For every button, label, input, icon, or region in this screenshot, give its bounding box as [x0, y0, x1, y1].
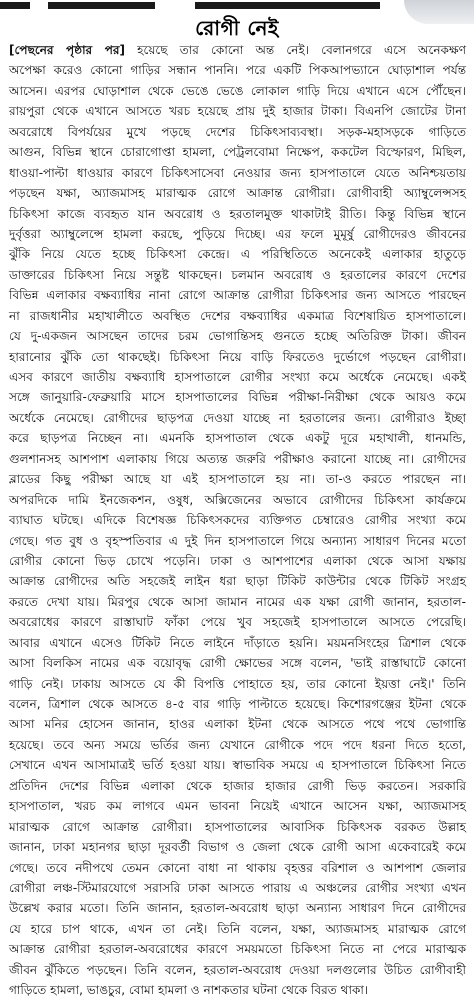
article-line: ব্লাডের কিছু পরীক্ষা আছে যা এই হাসপাতালে হয় না। তা-ও করতে পারছেন না। — [9, 472, 466, 487]
article-line: [পেছনের পৃষ্ঠার পর] হয়েছে তার কোনো অন্ত নেই। বেলানগরে এসে অনেকক্ষণ — [9, 43, 466, 57]
article-line: রোগীরা লঞ্চ-স্টিমারযোগে সরাসরি ঢাকা আসতে পারায় এ অঞ্চলের রোগীর সংখ্যা এখন — [9, 880, 466, 895]
article-line: অবরোধের কারণে রাস্তাঘাট ফাঁকা পেয়ে খুব সহজেই হাসপাতালে আসতে পেরেছি। — [9, 615, 466, 630]
article-line: গাড়িতে হামলা, ভাঙচুর, বোমা হামলা ও নাশকতার ঘটনা থেকে বিরত থাকা। — [9, 983, 369, 998]
article-line: হয়েছে। তবে অন্য সময়ে ভর্তির জন্য যেখানে রোগীকে পদে পদে ধরনা দিতে হতো, — [9, 737, 466, 752]
article-body — [9, 40, 467, 998]
article-line: অপরদিকে দামি ইনজেকশন, ওষুধ, অক্সিজেনের অভাবে রোগীদের চিকিৎসা কার্যক্রমে — [9, 492, 466, 507]
article-line: চিকিৎসা কাজে ব্যবহৃত যান অবরোধ ও হরতালমুক্ত থাকাটাই রীতি। কিন্তু বিভিন্ন স্থানে — [9, 206, 466, 221]
article-line: দুর্বৃত্তরা অ্যাম্বুলেন্সে হামলা করছে, পুড়িয়ে দিচ্ছে। এর ফলে মুমূর্ষু রোগীদেরও জীবনের — [9, 226, 466, 241]
article-line: রোগীর কোনো ভিড় চোখে পড়েনি। ঢাকা ও আশপাশের এলাকা থেকে আসা যক্ষায় — [9, 553, 466, 568]
article-line: হাসপাতাল, খরচ কম লাগবে এমন ভাবনা নিয়েই এখানে আসেন যক্ষা, অ্যাজমাসহ — [9, 799, 466, 814]
article-line: গাড়ি নেই। ঢাকায় আসতে যে কী বিপত্তি পোহাতে হয়, তার কোনো ইয়ত্তা নেই।' তিনি — [9, 676, 466, 691]
article-line: প্রতিদিন দেশের বিভিন্ন এলাকা থেকে হাজার হাজার রোগী ভিড় করতেন। সরকারি — [9, 778, 466, 793]
article-line: আসা মনির হোসেন জানান, হাওর এলাকা ইটনা থেকে আসতে পথে পথে ভোগান্তি — [9, 717, 466, 732]
article-line: বিভিন্ন এলাকার বক্ষব্যাধির নানা রোগে আক্রান্ত রোগীরা চিকিৎসার জন্য আসতে পারছেন — [9, 288, 466, 303]
article-line: ধাওয়া-পাল্টা ধাওয়ার কারণে চিকিৎসাসেবা নেওয়ার জন্য হাসপাতালে যেতে অনিশ্চয়তায় — [9, 165, 466, 180]
article-line: এসব কারণে জাতীয় বক্ষব্যাধি হাসপাতালে রোগীর সংখ্যা কমে অর্ধেকে নেমেছে। একই — [9, 370, 466, 384]
article-line: গেছে। গত বুধ ও বৃহস্পতিবার এ দুই দিন হাসপাতালে গিয়ে অন্যান্য সাধারণ দিনের মতো — [9, 533, 466, 548]
article-line: ব্যাঘাত ঘটছে। এদিকে বিশেষজ্ঞ চিকিৎসকদের ব্যক্তিগত চেম্বারেও রোগীর সংখ্যা কমে — [9, 513, 466, 528]
article-line: আসেন। এরপর ঘোড়াশাল থেকে ভেঙে ভেঙে লোকাল গাড়ি দিয়ে এখানে এসে পৌঁছেন। — [9, 83, 466, 98]
article-line: গেছে। তবে নদীপথে তেমন কোনো বাধা না থাকায় বৃহত্তর বরিশাল ও আশপাশ জেলার — [9, 860, 466, 875]
headline: রোগী নেই — [195, 16, 279, 40]
article-line: বলেন, ত্রিশাল থেকে আসতে ৪-৫ বার গাড়ি পাল্টাতে হয়েছে। কিশোরগঞ্জের ইটনা থেকে — [9, 697, 466, 711]
article-line: আসা বিলকিস নামের এক বয়োবৃদ্ধ রোগী ক্ষোভের সঙ্গে বলেন, 'ভাই রাস্তাঘাটে কোনো — [9, 656, 466, 671]
jump-label: [পেছনের পৃষ্ঠার পর] — [9, 43, 126, 57]
article-line: সঙ্গে জানুয়ারি-ফেব্রুয়ারি মাসে হাসপাতালের বিভিন্ন পরীক্ষা-নিরীক্ষা থেকে আয়ও কমে — [9, 390, 466, 405]
article-line: গুলশানসহ আশপাশ এলাকায় গিয়ে অত্যন্ত জরুরি পরীক্ষাও করানো যাচ্ছে না। রোগীদের — [9, 451, 466, 466]
article-line: আগুন, বিভিন্ন স্থানে চোরাগোপ্তা হামলা, পেট্রলবোমা নিক্ষেপ, ককটেল বিস্ফোরণ, মিছিল, — [9, 145, 466, 160]
article-line: উল্লেখ করার মতো। তিনি জানান, হরতাল-অবরোধ ছাড়া অন্যান্য সাধারণ দিনে রোগীদের — [9, 901, 466, 916]
article-line: আবার এখানে এসেও টিকিট নিতে লাইনে দাঁড়াতে হয়নি। ময়মনসিংহের ত্রিশাল থেকে — [9, 635, 466, 650]
article-line: যে হারে চাপ থাকে, এখন তা নেই। তিনি বলেন, যক্ষা, অ্যাজমাসহ মারাত্মক রোগে — [9, 921, 466, 936]
article-line: মারাত্মক রোগে আক্রান্ত রোগীরা। হাসপাতালের আবাসিক চিকিৎসক বরকত উল্লাহ — [9, 819, 466, 834]
article-line: ঝুঁকি নিয়ে যেতে হচ্ছে চিকিৎসা কেন্দ্রে। এ পরিস্থিতিতে অনেকেই এলাকার হাতুড়ে — [9, 247, 466, 262]
article-line: করতে দেখা যায়। মিরপুর থেকে আসা জামান নামের এক যক্ষা রোগী জানান, হরতাল- — [9, 594, 466, 609]
article-line: পড়ছেন যক্ষা, অ্যাজমাসহ মারাত্মক রোগে আক্রান্ত রোগীরা। রোগীবাহী অ্যাম্বুলেন্সসহ — [9, 186, 466, 201]
article-line: করে ছাড়পত্র নিচ্ছেন না। এমনকি হাসপাতাল থেকে একটু দূরে মহাখালী, ধানমন্ডি, — [9, 431, 466, 446]
article-line: হারানোর ঝুঁকি তো থাকছেই। চিকিৎসা নিয়ে বাড়ি ফিরতেও দুর্ভোগে পড়ছেন রোগীরা। — [9, 349, 466, 364]
article-line: না রাজধানীর মহাখালীতে অবস্থিত দেশের বক্ষব্যাধির একমাত্র বিশেষায়িত হাসপাতালে। — [9, 308, 466, 323]
previous-article-strip — [0, 0, 474, 12]
article-line: যে দু-একজন আসছেন তাদের চরম ভোগান্তিসহ গুনতে হচ্ছে অতিরিক্ত টাকা। জীবন — [9, 329, 466, 344]
article-line: জীবন ঝুঁকিতে পড়ছেন। তিনি বলেন, হরতাল-অবরোধ দেওয়া দলগুলোর উচিত রোগীবাহী — [9, 962, 466, 977]
article-line: রায়পুরা থেকে এখানে আসতে খরচ হয়েছে প্রায় দুই হাজার টাকা। বিএনপি জোটের টানা — [9, 104, 466, 119]
article-line: অবরোধে বিপর্যয়ের মুখে পড়ছে দেশের চিকিৎসাব্যবস্থা। সড়ক-মহাসড়কে গাড়িতে — [9, 124, 466, 139]
article-line: অর্ধেকে নেমেছে। রোগীদের ছাড়পত্র দেওয়া যাচ্ছে না হরতালের জন্য। রোগীরাও ইচ্ছা — [9, 410, 466, 425]
article-line: সেখানে এখন আসামাত্রই ভর্তি হওয়া যায়। স্বাভাবিক সময়ে এ হাসপাতালে চিকিৎসা নিতে — [9, 758, 466, 773]
article-line: আক্রান্ত রোগীরা হরতাল-অবরোধের কারণে সময়মতো চিকিৎসা নিতে না পেরে মারাত্মক — [9, 942, 466, 957]
article-line: অপেক্ষা করেও কোনো গাড়ির সন্ধান পাননি। পরে একটি পিকআপভ্যানে ঘোড়াশাল পর্যন্ত — [9, 63, 466, 78]
article-line: আক্রান্ত রোগীদের অতি সহজেই লাইন ধরা ছাড়া টিকিট কাউন্টার থেকে টিকিট সংগ্রহ — [9, 574, 467, 589]
article-line: জানান, ঢাকা মহানগর ছাড়া দূরবর্তী বিভাগ ও জেলা থেকে রোগী আসা একেবারেই কমে — [9, 840, 466, 855]
article-line: ডাক্তারের চিকিৎসা নিয়ে সন্তুষ্ট থাকছেন। চলমান অবরোধ ও হরতালের কারণে দেশের — [9, 267, 466, 282]
